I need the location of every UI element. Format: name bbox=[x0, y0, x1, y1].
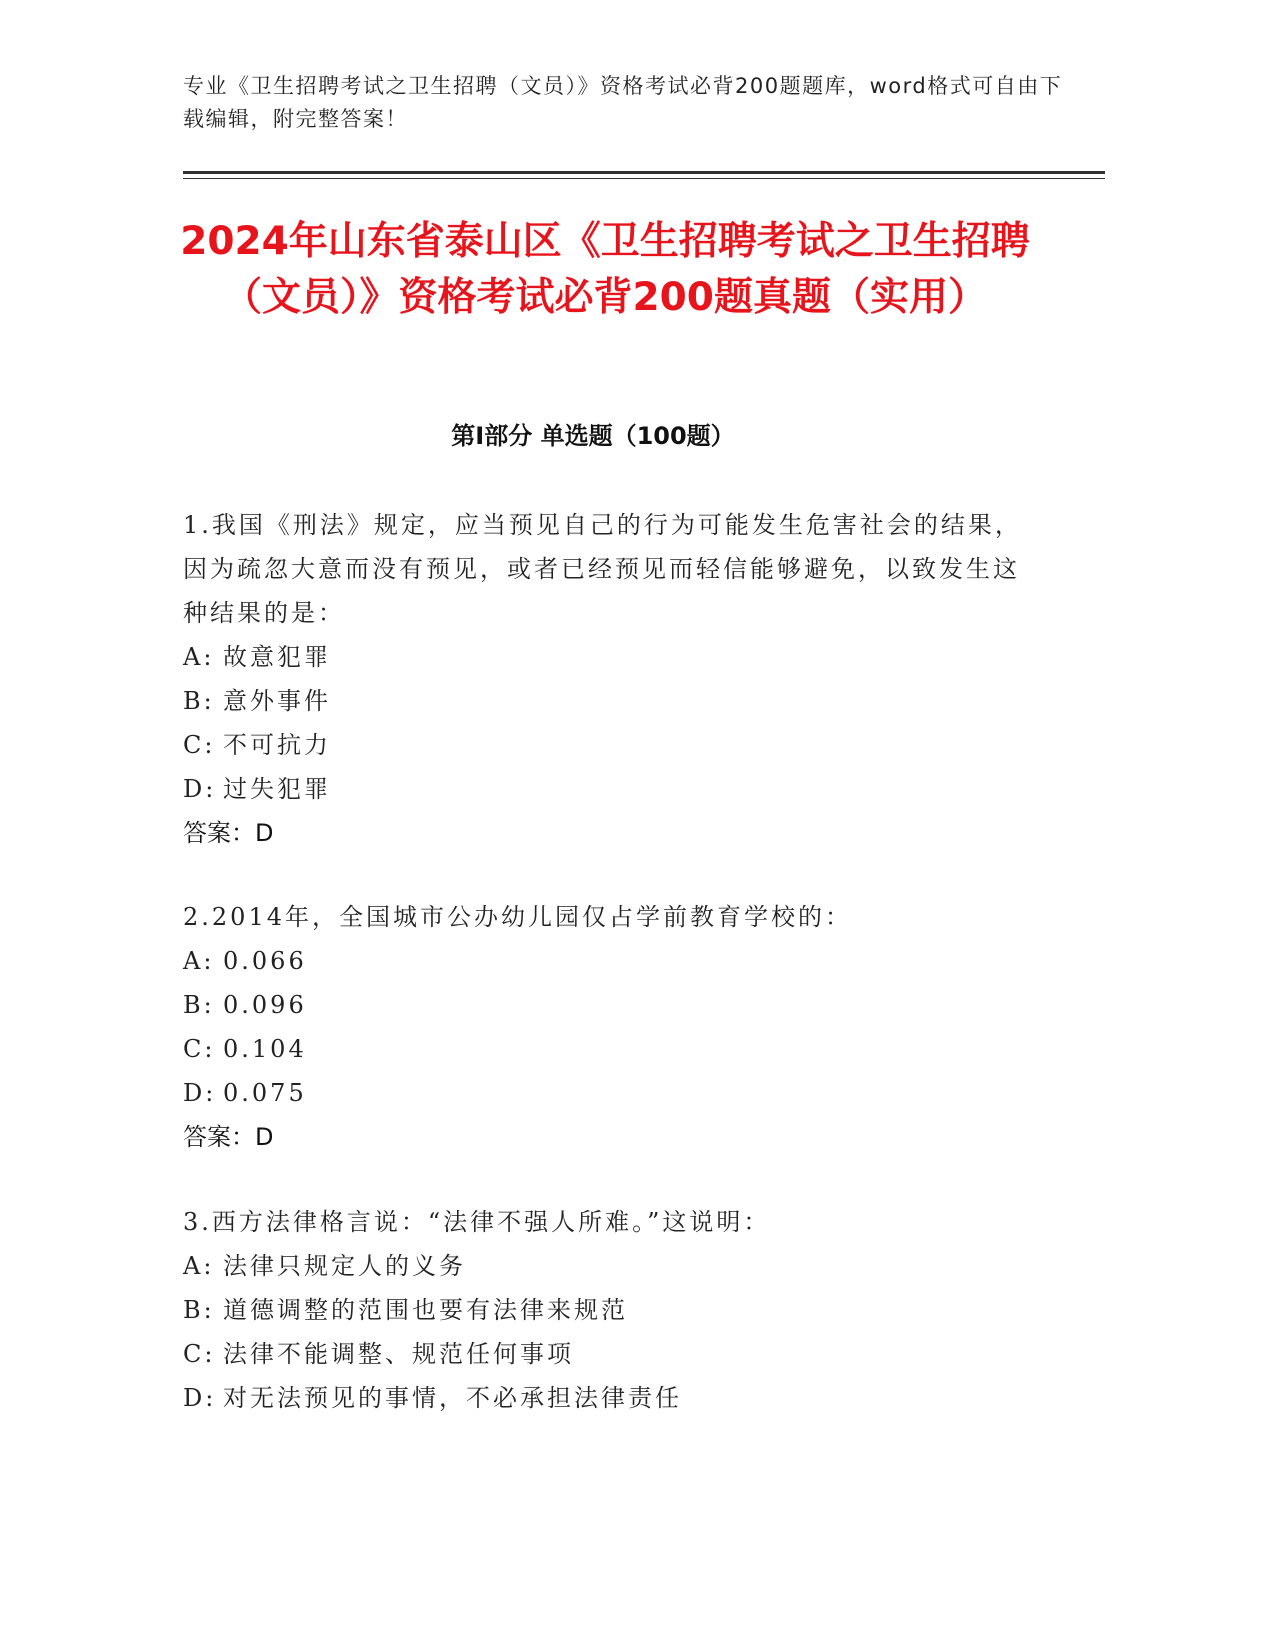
option-text: 0.104 bbox=[223, 1035, 307, 1063]
question-3 bbox=[183, 1200, 1033, 1420]
option-key: A: bbox=[183, 643, 215, 671]
header-divider-thick bbox=[183, 171, 1105, 174]
option-text: 对无法预见的事情，不必承担法律责任 bbox=[223, 1384, 682, 1412]
option-c bbox=[183, 1027, 1033, 1071]
option-b bbox=[183, 983, 1033, 1027]
option-text: 0.066 bbox=[223, 947, 307, 975]
option-text: 故意犯罪 bbox=[223, 643, 331, 671]
option-key: C: bbox=[183, 1035, 216, 1063]
question-stem: 2.2014年，全国城市公办幼儿园仅占学前教育学校的： bbox=[183, 903, 852, 931]
document-title: 2024年山东省泰山区《卫生招聘考试之卫生招聘（文员）》资格考试必背200题真题（实用） bbox=[180, 219, 1030, 320]
option-key: B: bbox=[183, 1296, 215, 1324]
option-text: 过失犯罪 bbox=[223, 775, 331, 803]
option-c bbox=[183, 723, 1033, 767]
answer-line: 答案：D bbox=[183, 819, 274, 847]
question-stem: 1.我国《刑法》规定，应当预见自己的行为可能发生危害社会的结果，因为疏忽大意而没有预见，或者已经预见而轻信能够避免，以致发生这种结果的是： bbox=[183, 511, 1022, 627]
option-key: B: bbox=[183, 991, 215, 1019]
section-title: 第I部分 单选题（100题） bbox=[451, 422, 735, 450]
question-1 bbox=[183, 503, 1033, 855]
header-divider-thin bbox=[183, 178, 1105, 179]
option-text: 不可抗力 bbox=[223, 731, 331, 759]
question-stem: 3.西方法律格言说：“法律不强人所难。”这说明： bbox=[183, 1208, 771, 1236]
option-key: A: bbox=[183, 947, 215, 975]
option-list bbox=[183, 939, 1033, 1115]
option-d bbox=[183, 1071, 1033, 1115]
option-key: D: bbox=[183, 1079, 217, 1107]
option-d bbox=[183, 1376, 1033, 1420]
question-2 bbox=[183, 895, 1033, 1159]
option-text: 0.075 bbox=[223, 1079, 307, 1107]
option-c bbox=[183, 1332, 1033, 1376]
header-note: 专业《卫生招聘考试之卫生招聘（文员）》资格考试必背200题题库，word格式可自由下载编辑，附完整答案！ bbox=[183, 74, 1063, 131]
option-a bbox=[183, 635, 1033, 679]
option-key: A: bbox=[183, 1252, 215, 1280]
option-key: D: bbox=[183, 775, 217, 803]
option-text: 道德调整的范围也要有法律来规范 bbox=[223, 1296, 628, 1324]
option-a bbox=[183, 939, 1033, 983]
option-key: D: bbox=[183, 1384, 217, 1412]
option-a bbox=[183, 1244, 1033, 1288]
answer-line: 答案：D bbox=[183, 1123, 274, 1151]
option-key: C: bbox=[183, 1340, 216, 1368]
option-text: 法律不能调整、规范任何事项 bbox=[223, 1340, 574, 1368]
option-b bbox=[183, 679, 1033, 723]
option-text: 0.096 bbox=[223, 991, 307, 1019]
option-key: B: bbox=[183, 687, 215, 715]
option-key: C: bbox=[183, 731, 216, 759]
option-text: 法律只规定人的义务 bbox=[223, 1252, 466, 1280]
option-d bbox=[183, 767, 1033, 811]
option-text: 意外事件 bbox=[223, 687, 331, 715]
option-b bbox=[183, 1288, 1033, 1332]
option-list bbox=[183, 1244, 1033, 1420]
option-list bbox=[183, 635, 1033, 811]
